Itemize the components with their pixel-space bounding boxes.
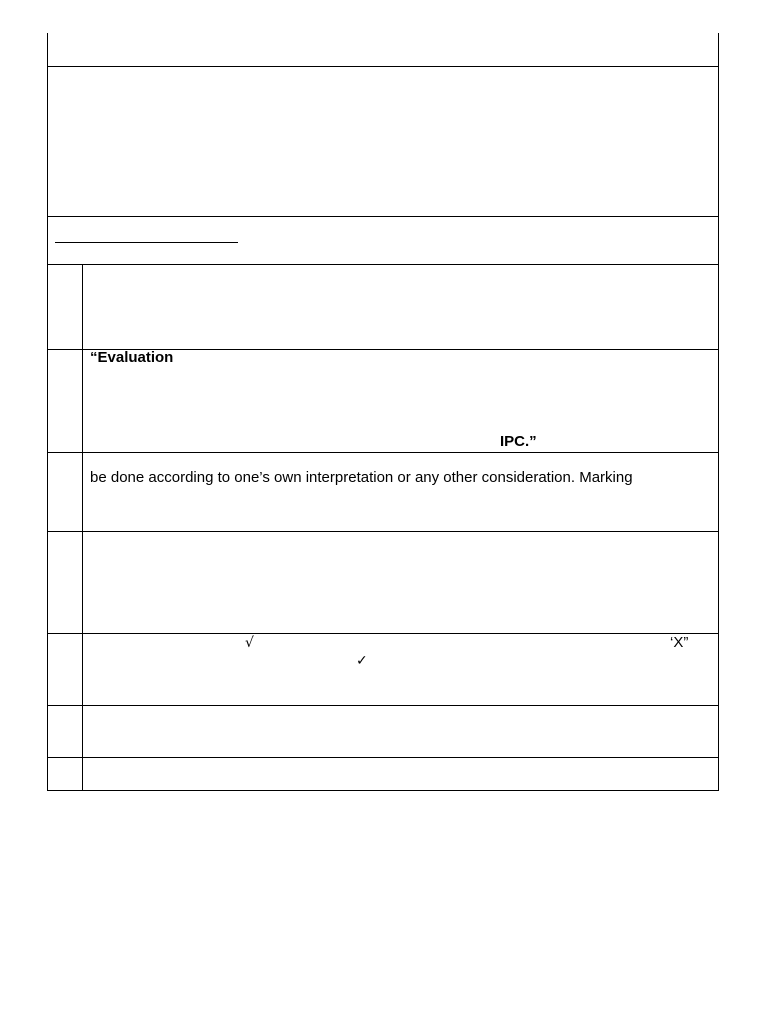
row-divider <box>47 705 719 706</box>
ipc-quote-end: IPC.” <box>500 433 537 450</box>
instructions-table <box>47 33 719 791</box>
row-divider <box>47 757 719 758</box>
row-divider <box>47 216 719 217</box>
number-column-divider <box>82 264 83 791</box>
marking-instruction-line: be done according to one’s own interpretation or any other consideration. Marking <box>90 469 633 486</box>
row-divider <box>47 66 719 67</box>
sqrt-mark-icon: √ <box>245 635 254 651</box>
row-divider <box>47 264 719 265</box>
x-mark-text: ‘X” <box>670 634 689 651</box>
evaluation-quote-start: “Evaluation <box>90 349 174 366</box>
check-mark-icon: ✓ <box>356 653 368 669</box>
row-divider <box>47 452 719 453</box>
row-divider <box>47 633 719 634</box>
heading-underline <box>55 242 238 243</box>
row-divider <box>47 531 719 532</box>
